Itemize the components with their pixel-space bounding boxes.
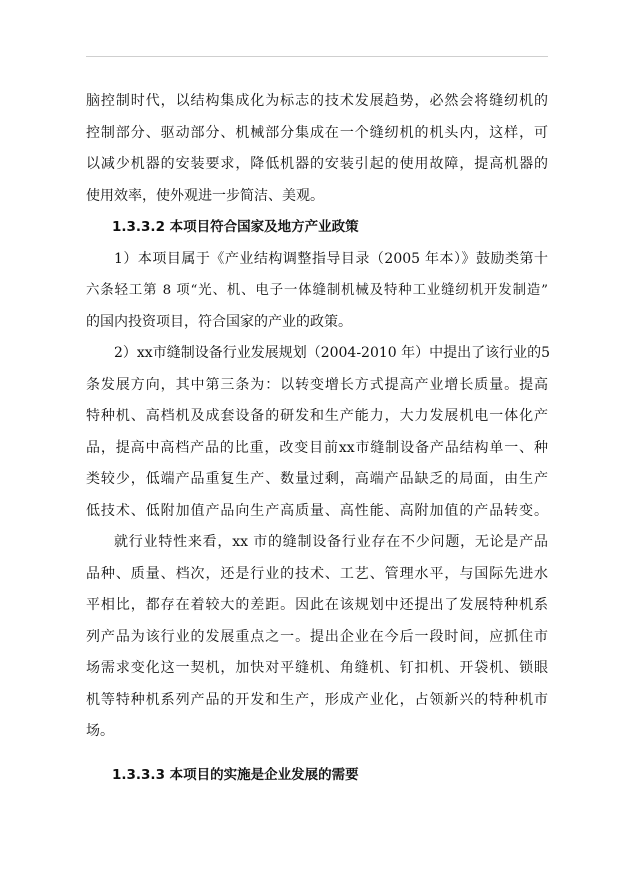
text-line: 类较少，低端产品重复生产、数量过剩，高端产品缺乏的局面，由生产	[86, 471, 548, 487]
text-line: 品种、质量、档次，还是行业的技术、工艺、管理水平，与国际先进水	[86, 565, 548, 582]
section-heading: 1.3.3.2 本项目符合国家及地方产业政策	[112, 219, 359, 235]
text-line: 低技术、低附加值产品向生产高质量、高性能、高附加值的产品转变。	[86, 502, 548, 519]
header-rule	[86, 56, 548, 57]
text-line: 就行业特性来看，xx 市的缝制设备行业存在不少问题，无论是产品	[114, 534, 548, 550]
paragraph	[86, 338, 551, 527]
text-line: 特种机、高档机及成套设备的研发和生产能力，大力发展机电一体化产	[86, 408, 548, 424]
text-line: 机等特种机系列产品的开发和生产，形成产业化，占领新兴的特种机市	[86, 691, 548, 708]
paragraph	[86, 244, 548, 339]
text-line: 品，提高中高档产品的比重，改变目前xx市缝制设备产品结构单一、种	[86, 439, 548, 456]
text-line: 条发展方向，其中第三条为：以转变增长方式提高产业增长质量。提高	[86, 376, 548, 393]
text-line: 场。	[86, 723, 114, 739]
text-line: 的国内投资项目，符合国家的产业的政策。	[86, 313, 352, 330]
text-line: 2）xx市缝制设备行业发展规划（2004-2010 年）中提出了该行业的5	[114, 345, 551, 361]
document-body	[86, 86, 551, 791]
text-line: 以减少机器的安装要求，降低机器的安装引起的使用故障，提高机器的	[86, 156, 548, 172]
paragraph	[86, 86, 548, 212]
text-line: 平相比，都存在着较大的差距。因此在该规划中还提出了发展特种机系	[86, 597, 548, 613]
text-line: 使用效率，使外观进一步简洁、美观。	[86, 187, 324, 204]
paragraph	[86, 527, 548, 748]
text-line: 脑控制时代，以结构集成化为标志的技术发展趋势，必然会将缝纫机的	[86, 93, 548, 109]
section-heading: 1.3.3.3 本项目的实施是企业发展的需要	[112, 766, 359, 783]
text-line: 列产品为该行业的发展重点之一。提出企业在今后一段时间，应抓住市	[86, 628, 548, 645]
text-line: 控制部分、驱动部分、机械部分集成在一个缝纫机的机头内，这样，可	[86, 124, 548, 141]
text-line: 1）本项目属于《产业结构调整指导目录（2005 年本）》鼓励类第十	[114, 250, 548, 267]
text-line: 场需求变化这一契机，加快对平缝机、角缝机、钉扣机、开袋机、锁眼	[86, 660, 548, 676]
text-line: 六条轻工第 8 项“光、机、电子一体缝制机械及特种工业缝纫机开发制造”	[86, 283, 548, 298]
